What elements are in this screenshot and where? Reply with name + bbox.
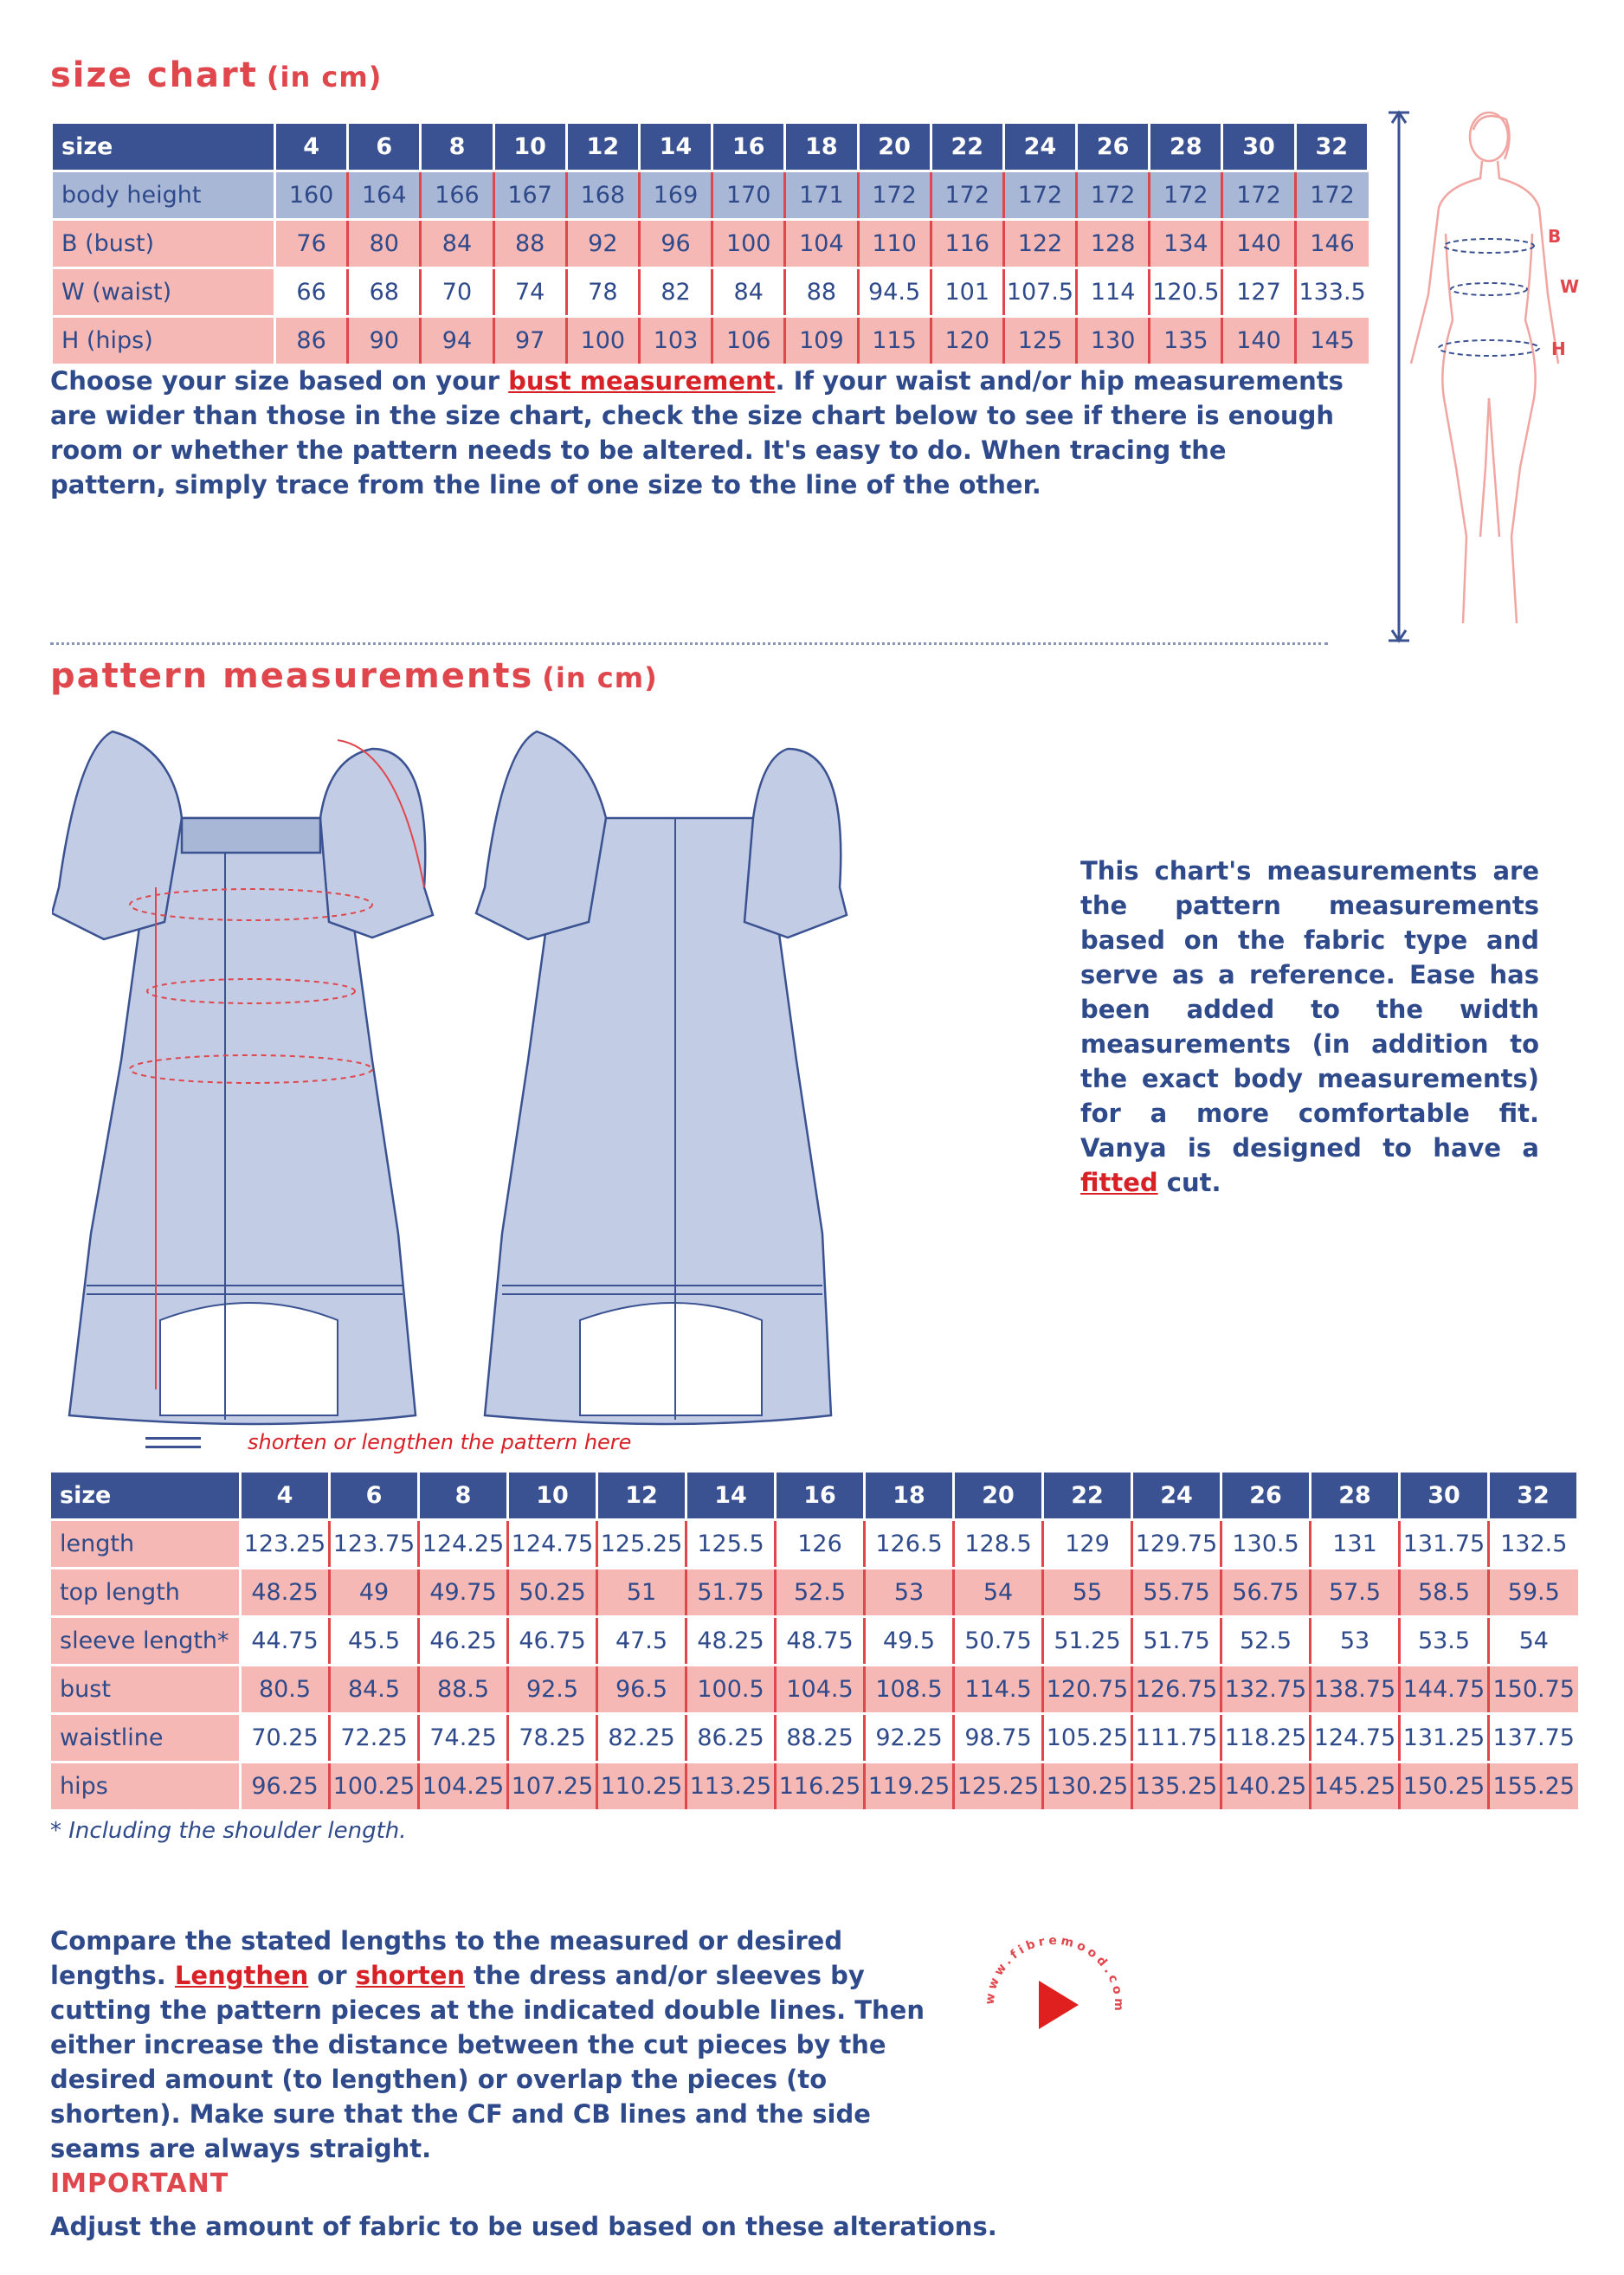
size-chart-header-label: size: [52, 123, 275, 171]
size-chart-size-header: 22: [931, 123, 1003, 171]
size-chart-cell: 172: [858, 171, 931, 220]
pattern-title: [50, 656, 658, 696]
size-instructions-text-2: . If your waist and/or hip measurements are wider than those in the size chart, check the size chart below to see if there is enough room or whether the pattern needs to be altered. It's easy to do. When tracing the pattern, simply trace from the line of one size to the line of the other.: [50, 366, 1344, 499]
alteration-instructions: [50, 1924, 933, 2166]
size-chart-cell: 88: [785, 268, 858, 317]
pattern-cell: 150.75: [1489, 1666, 1578, 1714]
pattern-size-header: 28: [1311, 1472, 1400, 1520]
pattern-cell: 49: [330, 1569, 419, 1617]
size-chart-cell: 140: [1222, 317, 1295, 365]
size-chart-cell: 145: [1295, 317, 1368, 365]
pattern-cell: 124.75: [508, 1520, 597, 1569]
size-chart-title-text: size chart: [50, 55, 258, 95]
important-title: IMPORTANT: [50, 2169, 229, 2199]
body-figure-illustration: [1376, 104, 1584, 658]
size-chart-size-header: 28: [1150, 123, 1222, 171]
size-chart-cell: 168: [566, 171, 639, 220]
pattern-cell: 53: [865, 1569, 954, 1617]
pattern-cell: 125.5: [686, 1520, 776, 1569]
size-chart-cell: 76: [275, 220, 348, 268]
size-chart-row-label: W (waist): [52, 268, 275, 317]
pattern-row-label: sleeve length*: [50, 1617, 241, 1666]
pattern-note-text-2: cut.: [1157, 1168, 1221, 1197]
pattern-cell: 123.75: [330, 1520, 419, 1569]
size-chart-cell: 172: [1003, 171, 1076, 220]
size-chart-cell: 97: [493, 317, 566, 365]
pattern-cell: 55.75: [1132, 1569, 1221, 1617]
pattern-row: [50, 1714, 1578, 1763]
pattern-cell: 144.75: [1400, 1666, 1489, 1714]
size-chart-cell: 90: [348, 317, 421, 365]
pattern-cell: 104.5: [776, 1666, 865, 1714]
pattern-cell: 53.5: [1400, 1617, 1489, 1666]
size-chart-size-header: 30: [1222, 123, 1295, 171]
bust-marker-label: B: [1548, 226, 1562, 247]
pattern-cell: 52.5: [1221, 1617, 1311, 1666]
pattern-cell: 132.5: [1489, 1520, 1578, 1569]
size-chart-cell: 109: [785, 317, 858, 365]
pattern-note-text-1: This chart's measurements are the pattern measurements based on the fabric type and serve as a reference. Ease has been added to the width measurements (in addition to the exact body measurements) for a more comfortable fit. Vanya is designed to have a: [1080, 856, 1539, 1163]
size-chart-size-header: 4: [275, 123, 348, 171]
size-chart-cell: 106: [712, 317, 785, 365]
bust-measurement-link[interactable]: bust measurement: [508, 366, 776, 396]
pattern-cell: 126: [776, 1520, 865, 1569]
size-chart-cell: 146: [1295, 220, 1368, 268]
fitted-link[interactable]: fitted: [1080, 1168, 1158, 1197]
pattern-cell: 107.25: [508, 1763, 597, 1811]
pattern-cell: 129: [1043, 1520, 1132, 1569]
pattern-cell: 123.25: [241, 1520, 330, 1569]
pattern-row: [50, 1569, 1578, 1617]
pattern-cell: 125.25: [954, 1763, 1043, 1811]
video-badge[interactable]: [968, 1918, 1141, 2091]
pattern-cell: 125.25: [597, 1520, 686, 1569]
size-chart-size-header: 18: [785, 123, 858, 171]
pattern-cell: 51: [597, 1569, 686, 1617]
pattern-cell: 88.5: [419, 1666, 508, 1714]
pattern-cell: 138.75: [1311, 1666, 1400, 1714]
size-chart-cell: 135: [1150, 317, 1222, 365]
pattern-cell: 100.25: [330, 1763, 419, 1811]
pattern-cell: 132.75: [1221, 1666, 1311, 1714]
pattern-cell: 74.25: [419, 1714, 508, 1763]
pattern-size-header: 30: [1400, 1472, 1489, 1520]
pattern-cell: 105.25: [1043, 1714, 1132, 1763]
pattern-cell: 78.25: [508, 1714, 597, 1763]
lengthen-link[interactable]: Lengthen: [174, 1961, 309, 1990]
size-chart-cell: 86: [275, 317, 348, 365]
footnote: * Including the shoulder length.: [50, 1818, 407, 1844]
pattern-cell: 116.25: [776, 1763, 865, 1811]
size-chart-cell: 88: [493, 220, 566, 268]
pattern-row: [50, 1520, 1578, 1569]
size-instructions: [50, 364, 1349, 502]
pattern-size-header: 24: [1132, 1472, 1221, 1520]
size-chart-cell: 104: [785, 220, 858, 268]
pattern-cell: 120.75: [1043, 1666, 1132, 1714]
size-chart-cell: 101: [931, 268, 1003, 317]
pattern-cell: 155.25: [1489, 1763, 1578, 1811]
size-chart-table: [50, 121, 1369, 366]
pattern-cell: 84.5: [330, 1666, 419, 1714]
size-chart-cell: 127: [1222, 268, 1295, 317]
size-chart-cell: 167: [493, 171, 566, 220]
size-chart-cell: 128: [1077, 220, 1150, 268]
pattern-cell: 96.5: [597, 1666, 686, 1714]
size-chart-cell: 107.5: [1003, 268, 1076, 317]
pattern-cell: 54: [1489, 1617, 1578, 1666]
size-chart-row-label: body height: [52, 171, 275, 220]
size-chart-cell: 70: [421, 268, 493, 317]
size-chart-cell: 125: [1003, 317, 1076, 365]
pattern-cell: 72.25: [330, 1714, 419, 1763]
pattern-row: [50, 1617, 1578, 1666]
pattern-cell: 129.75: [1132, 1520, 1221, 1569]
pattern-size-header: 12: [597, 1472, 686, 1520]
size-chart-row: [52, 220, 1369, 268]
pattern-cell: 46.25: [419, 1617, 508, 1666]
size-chart-cell: 96: [639, 220, 712, 268]
pattern-cell: 96.25: [241, 1763, 330, 1811]
size-chart-size-header: 32: [1295, 123, 1368, 171]
hips-marker-label: H: [1551, 338, 1566, 359]
size-chart-cell: 68: [348, 268, 421, 317]
pattern-cell: 59.5: [1489, 1569, 1578, 1617]
pattern-cell: 150.25: [1400, 1763, 1489, 1811]
pattern-cell: 58.5: [1400, 1569, 1489, 1617]
size-chart-cell: 103: [639, 317, 712, 365]
pattern-cell: 137.75: [1489, 1714, 1578, 1763]
size-chart-cell: 169: [639, 171, 712, 220]
pattern-cell: 52.5: [776, 1569, 865, 1617]
pattern-cell: 131.25: [1400, 1714, 1489, 1763]
size-chart-unit: (in cm): [266, 61, 383, 93]
pattern-size-header: 8: [419, 1472, 508, 1520]
pattern-cell: 48.25: [686, 1617, 776, 1666]
size-chart-cell: 115: [858, 317, 931, 365]
pattern-cell: 49.75: [419, 1569, 508, 1617]
pattern-cell: 145.25: [1311, 1763, 1400, 1811]
pattern-cell: 45.5: [330, 1617, 419, 1666]
size-chart-cell: 172: [1222, 171, 1295, 220]
size-chart-cell: 74: [493, 268, 566, 317]
pattern-row-label: hips: [50, 1763, 241, 1811]
size-chart-cell: 66: [275, 268, 348, 317]
legend-double-line-top: [145, 1437, 201, 1440]
pattern-cell: 50.25: [508, 1569, 597, 1617]
pattern-cell: 113.25: [686, 1763, 776, 1811]
size-chart-cell: 172: [931, 171, 1003, 220]
pattern-cell: 49.5: [865, 1617, 954, 1666]
pattern-cell: 104.25: [419, 1763, 508, 1811]
legend-double-line-bottom: [145, 1446, 201, 1448]
pattern-cell: 126.75: [1132, 1666, 1221, 1714]
video-badge-text: www.fibremood.com: [983, 1933, 1126, 2014]
pattern-cell: 80.5: [241, 1666, 330, 1714]
pattern-cell: 131.75: [1400, 1520, 1489, 1569]
pattern-cell: 128.5: [954, 1520, 1043, 1569]
pattern-cell: 51.75: [1132, 1617, 1221, 1666]
pattern-cell: 82.25: [597, 1714, 686, 1763]
pattern-cell: 86.25: [686, 1714, 776, 1763]
size-chart-cell: 140: [1222, 220, 1295, 268]
pattern-cell: 44.75: [241, 1617, 330, 1666]
size-chart-size-header: 10: [493, 123, 566, 171]
pattern-cell: 126.5: [865, 1520, 954, 1569]
pattern-title-text: pattern measurements: [50, 656, 534, 696]
size-chart-cell: 166: [421, 171, 493, 220]
pattern-cell: 70.25: [241, 1714, 330, 1763]
pattern-size-header: 14: [686, 1472, 776, 1520]
pattern-row-label: length: [50, 1520, 241, 1569]
size-chart-cell: 134: [1150, 220, 1222, 268]
size-chart-cell: 130: [1077, 317, 1150, 365]
size-chart-title: [50, 55, 382, 95]
pattern-cell: 51.25: [1043, 1617, 1132, 1666]
size-chart-cell: 94: [421, 317, 493, 365]
pattern-cell: 130.5: [1221, 1520, 1311, 1569]
pattern-cell: 57.5: [1311, 1569, 1400, 1617]
pattern-cell: 53: [1311, 1617, 1400, 1666]
pattern-cell: 130.25: [1043, 1763, 1132, 1811]
pattern-size-header: 32: [1489, 1472, 1578, 1520]
pattern-cell: 119.25: [865, 1763, 954, 1811]
pattern-size-header: 20: [954, 1472, 1043, 1520]
pattern-cell: 110.25: [597, 1763, 686, 1811]
pattern-cell: 108.5: [865, 1666, 954, 1714]
size-chart-cell: 172: [1077, 171, 1150, 220]
section-divider: [50, 642, 1328, 645]
size-instructions-text-1: Choose your size based on your: [50, 366, 509, 396]
size-chart-cell: 160: [275, 171, 348, 220]
pattern-row-label: waistline: [50, 1714, 241, 1763]
pattern-row-label: bust: [50, 1666, 241, 1714]
alteration-text-1: Compare the stated lengths to the measured or desired lengths.: [50, 1926, 843, 1990]
size-chart-cell: 110: [858, 220, 931, 268]
pattern-size-header: 10: [508, 1472, 597, 1520]
pattern-cell: 140.25: [1221, 1763, 1311, 1811]
pattern-cell: 135.25: [1132, 1763, 1221, 1811]
pattern-size-header: 16: [776, 1472, 865, 1520]
size-chart-cell: 114: [1077, 268, 1150, 317]
height-arrow-icon: [1389, 113, 1409, 641]
pattern-size-header: 6: [330, 1472, 419, 1520]
pattern-cell: 55: [1043, 1569, 1132, 1617]
size-chart-cell: 94.5: [858, 268, 931, 317]
pattern-cell: 124.75: [1311, 1714, 1400, 1763]
pattern-cell: 54: [954, 1569, 1043, 1617]
pattern-cell: 50.75: [954, 1617, 1043, 1666]
pattern-row: [50, 1763, 1578, 1811]
pattern-cell: 88.25: [776, 1714, 865, 1763]
important-text: Adjust the amount of fabric to be used based on these alterations.: [50, 2212, 997, 2241]
size-chart-cell: 122: [1003, 220, 1076, 268]
pattern-cell: 118.25: [1221, 1714, 1311, 1763]
shorten-link[interactable]: shorten: [355, 1961, 466, 1990]
size-chart-cell: 170: [712, 171, 785, 220]
size-chart-row-label: H (hips): [52, 317, 275, 365]
waist-marker-label: W: [1560, 276, 1580, 297]
size-chart-cell: 172: [1295, 171, 1368, 220]
size-chart-cell: 133.5: [1295, 268, 1368, 317]
size-chart-size-header: 12: [566, 123, 639, 171]
pattern-header-row: [50, 1472, 1578, 1520]
pattern-cell: 56.75: [1221, 1569, 1311, 1617]
size-chart-cell: 164: [348, 171, 421, 220]
size-chart-size-header: 20: [858, 123, 931, 171]
pattern-cell: 47.5: [597, 1617, 686, 1666]
size-chart-cell: 92: [566, 220, 639, 268]
pattern-size-header: 26: [1221, 1472, 1311, 1520]
size-chart-cell: 171: [785, 171, 858, 220]
play-icon[interactable]: [1039, 1981, 1079, 2029]
pattern-header-label: size: [50, 1472, 241, 1520]
dress-flat-drawing: [52, 714, 848, 1433]
pattern-cell: 48.75: [776, 1617, 865, 1666]
pattern-cell: 92.25: [865, 1714, 954, 1763]
pattern-cell: 48.25: [241, 1569, 330, 1617]
size-chart-cell: 172: [1150, 171, 1222, 220]
pattern-size-header: 4: [241, 1472, 330, 1520]
size-chart-cell: 84: [421, 220, 493, 268]
pattern-row-label: top length: [50, 1569, 241, 1617]
size-chart-cell: 100: [566, 317, 639, 365]
pattern-unit: (in cm): [542, 661, 658, 694]
size-chart-cell: 84: [712, 268, 785, 317]
size-chart-row: [52, 171, 1369, 220]
size-chart-size-header: 8: [421, 123, 493, 171]
alteration-text-or: or: [308, 1961, 356, 1990]
alteration-text-2: the dress and/or sleeves by cutting the pattern pieces at the indicated double lines. Then either increase the distance between the cut pieces by the desired amount (to lengthen) or overlap the pieces (to shorten). Make sure that the CF and CB lines and the side seams are always straight.: [50, 1961, 925, 2163]
size-chart-size-header: 26: [1077, 123, 1150, 171]
size-chart-cell: 82: [639, 268, 712, 317]
size-chart-row: [52, 268, 1369, 317]
size-chart-cell: 80: [348, 220, 421, 268]
pattern-note: [1080, 854, 1539, 1200]
pattern-cell: 131: [1311, 1520, 1400, 1569]
pattern-cell: 51.75: [686, 1569, 776, 1617]
pattern-cell: 92.5: [508, 1666, 597, 1714]
pattern-cell: 100.5: [686, 1666, 776, 1714]
pattern-cell: 124.25: [419, 1520, 508, 1569]
pattern-cell: 111.75: [1132, 1714, 1221, 1763]
pattern-cell: 46.75: [508, 1617, 597, 1666]
size-chart-cell: 120.5: [1150, 268, 1222, 317]
pattern-cell: 98.75: [954, 1714, 1043, 1763]
size-chart-cell: 116: [931, 220, 1003, 268]
pattern-measurements-table: [48, 1470, 1579, 1812]
pattern-size-header: 18: [865, 1472, 954, 1520]
size-chart-cell: 100: [712, 220, 785, 268]
size-chart-cell: 120: [931, 317, 1003, 365]
pattern-cell: 114.5: [954, 1666, 1043, 1714]
pattern-size-header: 22: [1043, 1472, 1132, 1520]
pattern-row: [50, 1666, 1578, 1714]
size-chart-size-header: 14: [639, 123, 712, 171]
size-chart-size-header: 24: [1003, 123, 1076, 171]
size-chart-cell: 78: [566, 268, 639, 317]
size-chart-row: [52, 317, 1369, 365]
size-chart-row-label: B (bust): [52, 220, 275, 268]
size-chart-header-row: [52, 123, 1369, 171]
size-chart-size-header: 16: [712, 123, 785, 171]
legend-text: shorten or lengthen the pattern here: [248, 1430, 632, 1454]
size-chart-size-header: 6: [348, 123, 421, 171]
